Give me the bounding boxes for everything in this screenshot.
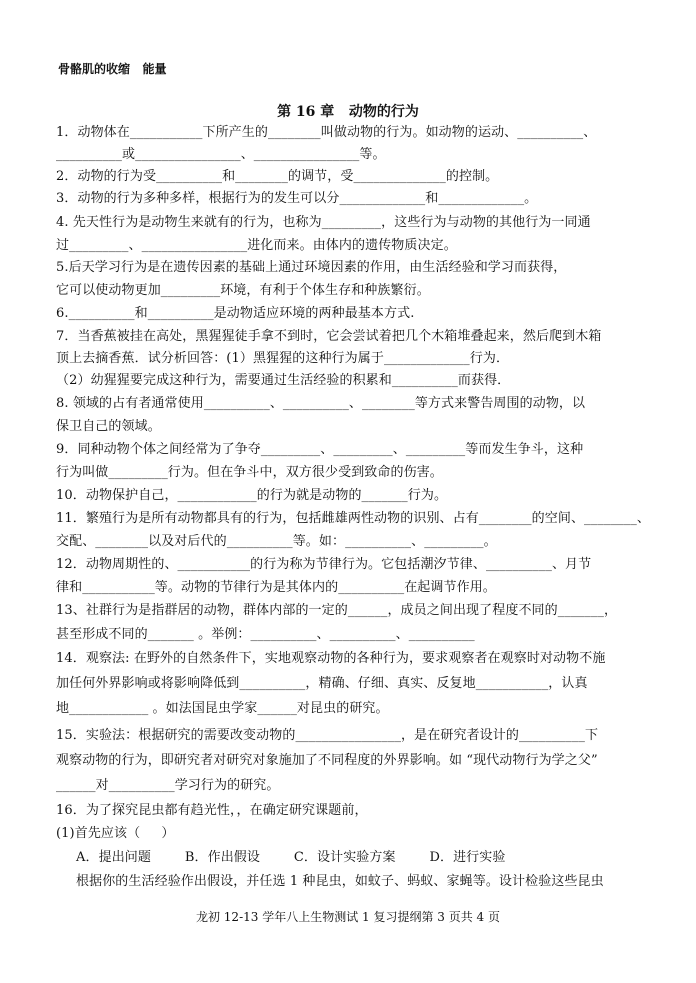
q14-line-2: 加任何外界影响或将影响降低到__________，精确、仔细、真实、反复地___________，认真	[56, 676, 588, 691]
page-footer: 龙初 12-13 学年八上生物测试 1 复习提纲第 3 页共 4 页	[195, 910, 500, 924]
q9-line-1: 9．同种动物个体之间经常为了争夺_________、_________、_________等而发生争斗，这种	[56, 442, 584, 457]
q15-line-1: 15．实验法：根据研究的需要改变动物的________________，是在研究者设计的__________下	[56, 728, 599, 743]
q8-line-2: 保卫自己的领域。	[56, 419, 161, 434]
q14-line-1: 14．观察法: 在野外的自然条件下，实地观察动物的各种行为，要求观察者在观察时对动物不施	[56, 651, 606, 666]
q10-line: 10．动物保护自己，____________的行为就是动物的_______行为。	[56, 488, 448, 503]
q4-line-2: 过_________、________________进化而来。由体内的遗传物质决定。	[56, 238, 457, 253]
q2-line: 2．动物的行为受__________和________的调节，受______________的控制。	[56, 169, 499, 184]
q1-line-1: 1．动物体在___________下所产生的________叫做动物的行为。如动物的运动、__________、	[56, 125, 597, 140]
q15-line-2: 观察动物的行为，即研究者对研究对象施加了不同程度的外界影响。如 “现代动物行为学之父”	[56, 753, 598, 768]
q13-line-1: 13、社群行为是指群居的动物，群体内部的一定的______，成员之间出现了程度不同的_______，	[56, 603, 618, 618]
chapter-title: 第 16 章 动物的行为	[277, 104, 419, 120]
q6-line: 6.__________和__________是动物适应环境的两种最基本方式.	[56, 306, 415, 321]
q1-line-2: __________或________________、________________等。	[56, 147, 386, 162]
q12-line-1: 12．动物周期性的、___________的行为称为节律行为。它包括潮汐节律、__________、月节	[56, 557, 592, 572]
q11-line-1: 11．繁殖行为是所有动物都具有的行为，包括雌雄两性动物的识别、占有________的空间、________、	[56, 511, 650, 526]
q16-sub-1: (1)首先应该（ ）	[56, 826, 175, 841]
q11-line-2: 交配、________以及对后代的__________等。如：__________、_________。	[56, 534, 497, 549]
q13-line-2: 甚至形成不同的_______ 。举例：__________、__________、__________	[56, 627, 475, 642]
q5-line-1: 5.后天学习行为是在遗传因素的基础上通过环境因素的作用，由生活经验和学习而获得，	[56, 260, 567, 275]
q15-line-3: ______对__________学习行为的研究。	[56, 778, 280, 793]
q4-line-1: 4. 先天性行为是动物生来就有的行为，也称为_________，这些行为与动物的其他行为一同通	[56, 215, 591, 230]
q12-line-2: 律和___________等。动物的节律行为是其体内的__________在起调节作用。	[56, 580, 496, 595]
q7-line-2: 顶上去摘香蕉．试分析回答：(1）黑猩猩的这种行为属于_____________行为．	[56, 351, 510, 366]
q14-line-3: 地____________ 。如法国昆虫学家______对昆虫的研究。	[56, 701, 389, 716]
page-header: 骨骼肌的收缩 能量	[58, 62, 167, 76]
q16-options: A．提出问题 B．作出假设 C．设计实验方案 D．进行实验	[76, 850, 506, 865]
q3-line: 3．动物的行为多种多样，根据行为的发生可以分_____________和_____________。	[56, 191, 538, 206]
q16-line-1: 16．为了探究昆虫都有趋光性，，在确定研究课题前，	[56, 803, 368, 818]
q5-line-2: 它可以使动物更加_________环境，有利于个体生存和种族繁衍。	[56, 283, 430, 298]
q7-line-3: （2）幼猩猩要完成这种行为，需要通过生活经验的积累和__________而获得．	[56, 373, 511, 388]
q9-line-2: 行为叫做_________行为。但在争斗中，双方很少受到致命的伤害。	[56, 465, 443, 480]
q16-line-2: 根据你的生活经验作出假设，并任选 1 种昆虫，如蚊子、蚂蚁、家蝇等。设计检验这些昆虫	[76, 874, 604, 889]
q8-line-1: 8. 领域的占有者通常使用__________、__________、________等方式来警告周围的动物，以	[56, 396, 586, 411]
q7-line-1: 7．当香蕉被挂在高处，黑猩猩徒手拿不到时，它会尝试着把几个木箱堆叠起来，然后爬到木箱	[56, 329, 602, 344]
